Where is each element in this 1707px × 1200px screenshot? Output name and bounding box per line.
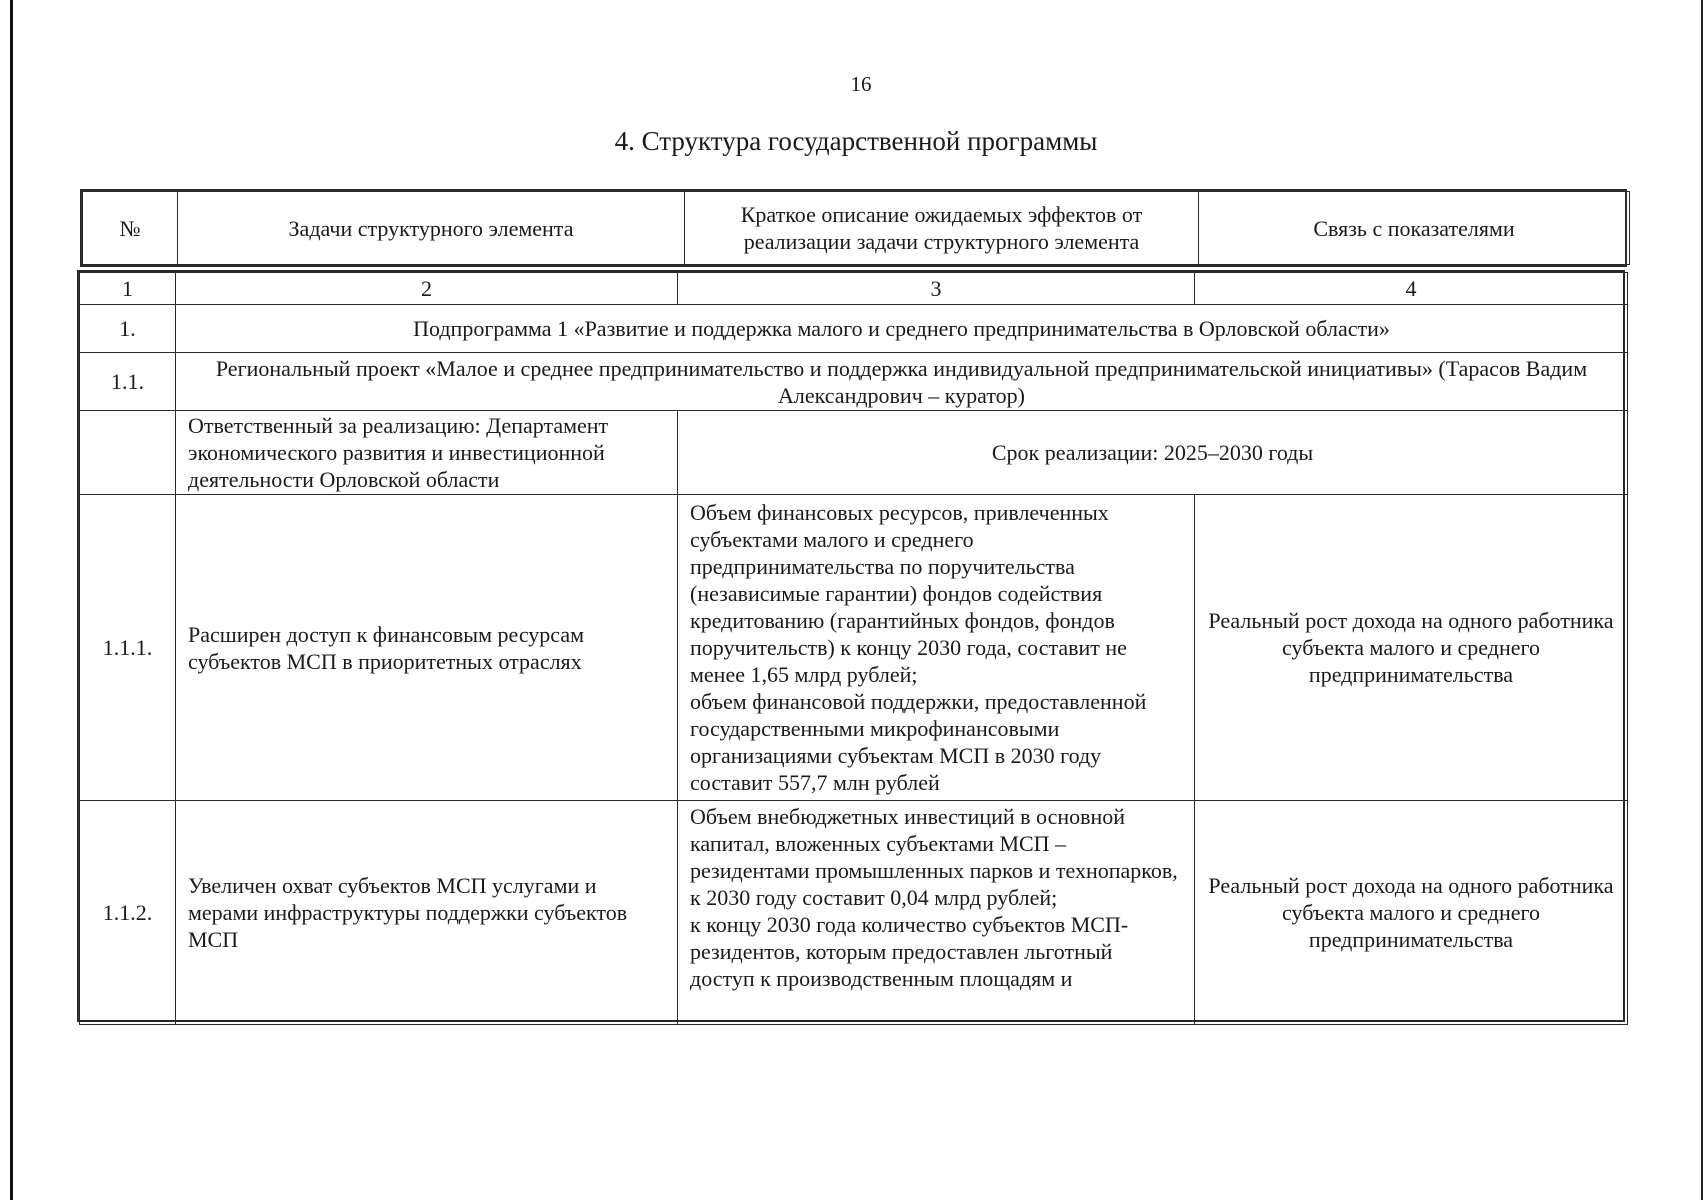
task-number: 1.1.1. bbox=[80, 495, 176, 801]
column-number-1: 1 bbox=[80, 273, 176, 305]
responsible-department: Ответственный за реализацию: Департамент экономического развития и инвестиционной деятельности Орловской области bbox=[176, 411, 678, 495]
task-number: 1.1.2. bbox=[80, 801, 176, 1025]
column-number-row bbox=[80, 273, 1628, 305]
implementation-term: Срок реализации: 2025–2030 годы bbox=[678, 411, 1628, 495]
subprogram-title: Подпрограмма 1 «Развитие и поддержка малого и среднего предпринимательства в Орловской области» bbox=[176, 305, 1628, 353]
scan-edge-right bbox=[1701, 0, 1703, 1200]
column-number-3: 3 bbox=[678, 273, 1195, 305]
table-row bbox=[80, 801, 1628, 1025]
header-effects: Краткое описание ожидаемых эффектов от реализации задачи структурного элемента bbox=[685, 192, 1199, 265]
project-number: 1.1. bbox=[80, 353, 176, 411]
responsible-number-empty bbox=[80, 411, 176, 495]
project-row bbox=[80, 353, 1628, 411]
subprogram-row bbox=[80, 305, 1628, 353]
responsible-row bbox=[80, 411, 1628, 495]
header-indicators: Связь с показателями bbox=[1199, 192, 1630, 265]
task-effects: Объем внебюджетных инвестиций в основной капитал, вложенных субъектами МСП – резидентами промышленных парков и технопарков, к 2030 году составит 0,04 млрд рублей; к концу 2030 года количество субъектов МСП-резидентов, которым предоставлен льготный доступ к производственным площадям и bbox=[678, 801, 1195, 1025]
task-indicator: Реальный рост дохода на одного работника субъекта малого и среднего предпринимательства bbox=[1195, 801, 1628, 1025]
project-title: Региональный проект «Малое и среднее предпринимательство и поддержка индивидуальной предпринимательской инициативы» (Тарасов Вадим Александрович – куратор) bbox=[176, 353, 1628, 411]
task-effects: Объем финансовых ресурсов, привлеченных субъектами малого и среднего предпринимательства по поручительства (независимые гарантии) фондов содействия кредитованию (гарантийных фондов, фондов поручительств) к концу 2030 года, составит не менее 1,65 млрд рублей; объем финансовой поддержки, предоставленной государственными микрофинансовыми организациями субъектам МСП в 2030 году составит 557,7 млн рублей bbox=[678, 495, 1195, 801]
structure-table bbox=[77, 270, 1625, 1022]
header-tasks: Задачи структурного элемента bbox=[178, 192, 685, 265]
page-number: 16 bbox=[850, 72, 872, 96]
subprogram-number: 1. bbox=[80, 305, 176, 353]
scan-edge-left bbox=[10, 0, 13, 1200]
header-number: № bbox=[83, 192, 178, 265]
table-header bbox=[80, 189, 1627, 267]
column-number-2: 2 bbox=[176, 273, 678, 305]
table-row bbox=[80, 495, 1628, 801]
task-indicator: Реальный рост дохода на одного работника субъекта малого и среднего предпринимательства bbox=[1195, 495, 1628, 801]
task-description: Увеличен охват субъектов МСП услугами и мерами инфраструктуры поддержки субъектов МСП bbox=[176, 801, 678, 1025]
task-description: Расширен доступ к финансовым ресурсам субъектов МСП в приоритетных отраслях bbox=[176, 495, 678, 801]
page-title: 4. Структура государственной программы bbox=[614, 126, 1098, 156]
column-number-4: 4 bbox=[1195, 273, 1628, 305]
